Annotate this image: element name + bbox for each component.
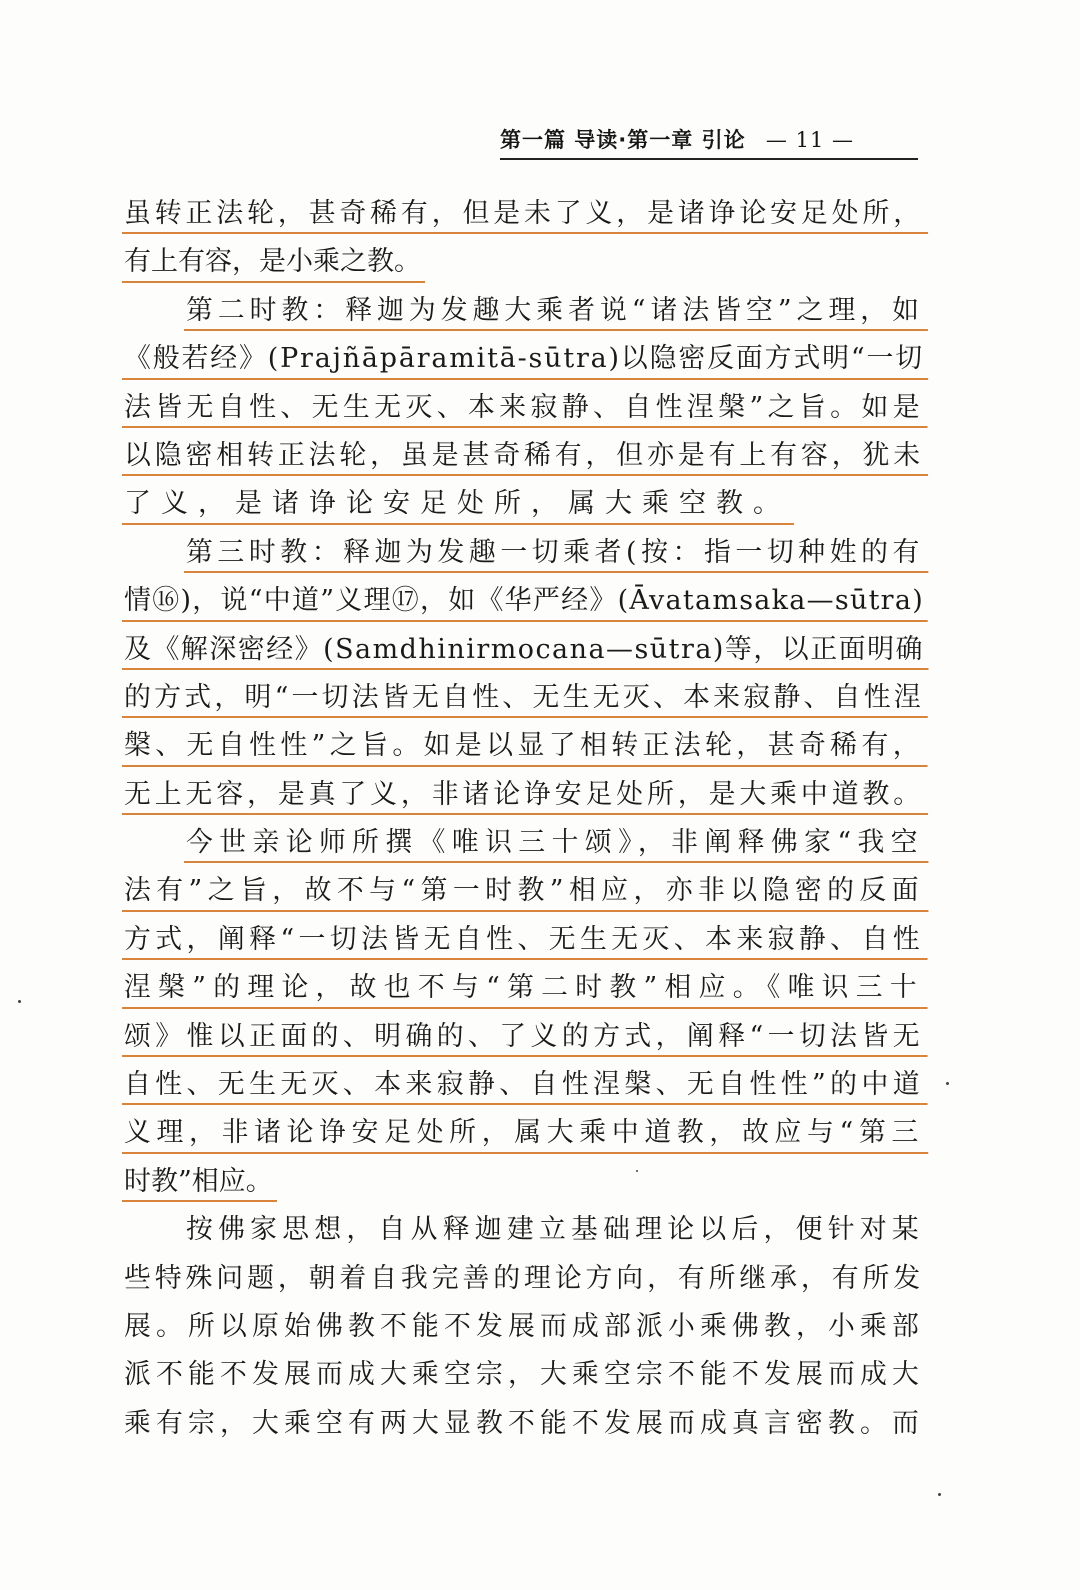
- text-line: 颂》惟以正面的、明确的、了义的方式，阐释“一切法皆无: [124, 1013, 924, 1061]
- text-line: 自性、无生无灭、本来寂静、自性涅槃、无自性性”的中道: [124, 1061, 924, 1109]
- text-line: 时教”相应。: [124, 1158, 924, 1206]
- text-line: 义理，非诸论诤安足处所，属大乘中道教，故应与“第三: [124, 1109, 924, 1157]
- scan-speck: [946, 1082, 949, 1085]
- text-line: 涅槃”的理论，故也不与“第二时教”相应。《唯识三十: [124, 964, 924, 1012]
- text-line: 法皆无自性、无生无灭、本来寂静、自性涅槃”之旨。如是: [124, 384, 924, 432]
- scan-speck: [636, 1170, 638, 1172]
- text-line: 法有”之旨，故不与“第一时教”相应，亦非以隐密的反面: [124, 867, 924, 915]
- text-line: 的方式，明“一切法皆无自性、无生无灭、本来寂静、自性涅: [124, 674, 924, 722]
- text-line: 虽转正法轮，甚奇稀有，但是未了义，是诸诤论安足处所，: [124, 190, 924, 238]
- text-line: 第二时教：释迦为发趣大乘者说“诸法皆空”之理，如: [124, 287, 924, 335]
- text-line: 无上无容，是真了义，非诸论诤安足处所，是大乘中道教。: [124, 771, 924, 819]
- scan-speck: [18, 1000, 21, 1003]
- text-line: 今世亲论师所撰《唯识三十颂》，非阐释佛家“我空: [124, 819, 924, 867]
- text-line: 乘有宗，大乘空有两大显教不能不发展而成真言密教。而: [124, 1407, 924, 1439]
- text-line: 槃、无自性性”之旨。如是以显了相转正法轮，甚奇稀有，: [124, 722, 924, 770]
- body-text: [124, 190, 924, 1448]
- text-line: 《般若经》(Prajñāpāramitā-sūtra)以隐密反面方式明“一切: [124, 335, 924, 383]
- text-line: 了义，是诸诤论安足处所，属大乘空教。: [124, 480, 924, 528]
- text-line: 情⑯)，说“中道”义理⑰，如《华严经》(Āvatamsaka—sūtra): [124, 577, 924, 625]
- text-line: 第三时教：释迦为发趣一切乘者(按：指一切种姓的有: [124, 529, 924, 577]
- scan-speck: [938, 1493, 941, 1496]
- text-line: 方式，阐释“一切法皆无自性、无生无灭、本来寂静、自性: [124, 916, 924, 964]
- text-line: 及《解深密经》(Samdhinirmocana—sūtra)等，以正面明确: [124, 626, 924, 674]
- text-line: 按佛家思想，自从释迦建立基础理论以后，便针对某: [186, 1214, 924, 1246]
- text-line: 展。所以原始佛教不能不发展而成部派小乘佛教，小乘部: [124, 1310, 924, 1342]
- text-line: 以隐密相转正法轮，虽是甚奇稀有，但亦是有上有容，犹未: [124, 432, 924, 480]
- text-line: 派不能不发展而成大乘空宗，大乘空宗不能不发展而成大: [124, 1359, 924, 1391]
- text-line: 有上有容，是小乘之教。: [124, 238, 924, 286]
- header-title: 第一篇 导读·第一章 引论: [500, 128, 746, 152]
- text-line: 些特殊问题，朝着自我完善的理论方向，有所继承，有所发: [124, 1262, 924, 1294]
- page-number: — 11 —: [765, 128, 854, 152]
- running-header: [500, 122, 918, 160]
